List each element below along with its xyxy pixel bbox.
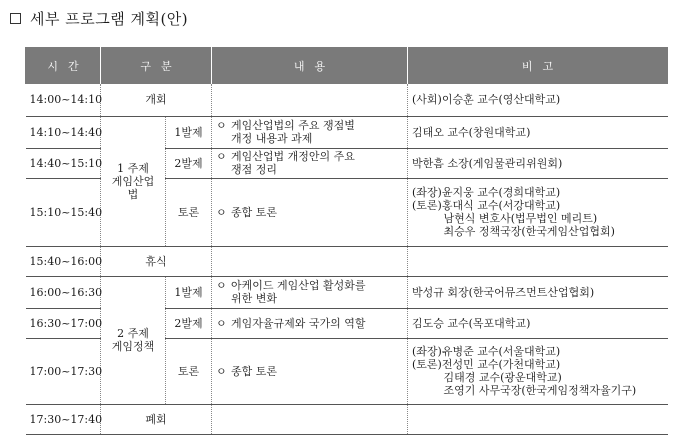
bullet: ㅇ: [216, 205, 227, 219]
item-cell: 토론: [166, 338, 212, 404]
group-label: 1 주제 게임산업 법: [111, 161, 155, 201]
remarks-cell: [408, 178, 668, 246]
item-cell: 2발제: [166, 308, 212, 338]
bullet: ㅇ: [216, 119, 227, 132]
table-row: [26, 116, 668, 148]
header-section: 구분: [101, 47, 212, 84]
page-title: [10, 6, 188, 30]
item-cell: 토론: [166, 178, 212, 246]
remarks-cell: 김도승 교수(목포대학교): [408, 308, 668, 338]
content-cell: [212, 308, 408, 338]
checkbox-icon: [10, 13, 21, 24]
remarks-cell: [408, 404, 668, 434]
time-cell: 17:00~17:30: [26, 338, 101, 404]
time-cell: 16:00~16:30: [26, 276, 101, 308]
table-row: [26, 276, 668, 308]
header-remarks: 비고: [408, 47, 668, 84]
content-text: 종합 토론: [231, 205, 278, 219]
remarks-cell: [408, 338, 668, 404]
content-text: 게임산업법 개정안의 주요 쟁점 정리: [231, 150, 355, 176]
content-cell: [212, 148, 408, 178]
bullet: ㅇ: [216, 364, 227, 378]
time-cell: 15:10~15:40: [26, 178, 101, 246]
table-row: [26, 404, 668, 434]
time-cell: 14:00~14:10: [26, 84, 101, 116]
content-text: 게임산업법의 주요 쟁점별 개정 내용과 과제: [231, 119, 355, 145]
remarks-cell: 박성규 회장(한국어뮤즈먼트산업협회): [408, 276, 668, 308]
time-cell: 15:40~16:00: [26, 246, 101, 276]
content-cell: [212, 246, 408, 276]
remarks-cell: [408, 246, 668, 276]
content-text: 게임자율규제와 국가의 역할: [231, 316, 366, 330]
time-cell: 14:40~15:10: [26, 148, 101, 178]
remarks-cell: (사회)이승훈 교수(영산대학교): [408, 84, 668, 116]
page-title-text: 세부 프로그램 계획(안): [30, 9, 189, 28]
group-label: 2 주제 게임정책: [111, 327, 155, 353]
content-text: 종합 토론: [231, 364, 278, 378]
header-row: [26, 47, 668, 84]
item-cell: 1발제: [166, 276, 212, 308]
content-cell: [212, 338, 408, 404]
content-cell: [212, 178, 408, 246]
time-cell: 17:30~17:40: [26, 404, 101, 434]
bullet: ㅇ: [216, 279, 227, 292]
section-cell: 개회: [101, 84, 212, 116]
content-text: 아케이드 게임산업 활성화를 위한 변화: [231, 279, 366, 305]
remarks-text: (좌장)유병준 교수(서울대학교) (토론)전성민 교수(가천대학교) 김태경 교수(광운대학교) 조영기 사무국장(한국게임정책자율기구): [412, 345, 637, 397]
time-cell: 14:10~14:40: [26, 116, 101, 148]
item-cell: 1발제: [166, 116, 212, 148]
content-cell: [212, 276, 408, 308]
section-cell: 폐회: [101, 404, 212, 434]
content-cell: [212, 404, 408, 434]
header-content: 내용: [212, 47, 408, 84]
bullet: ㅇ: [216, 150, 227, 163]
content-cell: [212, 116, 408, 148]
schedule-table: [25, 47, 668, 435]
table-row: [26, 84, 668, 116]
table-row: [26, 246, 668, 276]
header-time: 시간: [26, 47, 101, 84]
time-cell: 16:30~17:00: [26, 308, 101, 338]
remarks-cell: 박한흠 소장(게임물관리위원회): [408, 148, 668, 178]
group-cell: [101, 116, 166, 246]
section-cell: 휴식: [101, 246, 212, 276]
item-cell: 2발제: [166, 148, 212, 178]
content-cell: [212, 84, 408, 116]
remarks-text: (좌장)윤지웅 교수(경희대학교) (토론)홍대식 교수(서강대학교) 남현식 변호사(법무법인 메리트) 최승우 정책국장(한국게임산업협회): [412, 186, 615, 238]
remarks-cell: 김태오 교수(창원대학교): [408, 116, 668, 148]
bullet: ㅇ: [216, 316, 227, 330]
group-cell: [101, 276, 166, 404]
